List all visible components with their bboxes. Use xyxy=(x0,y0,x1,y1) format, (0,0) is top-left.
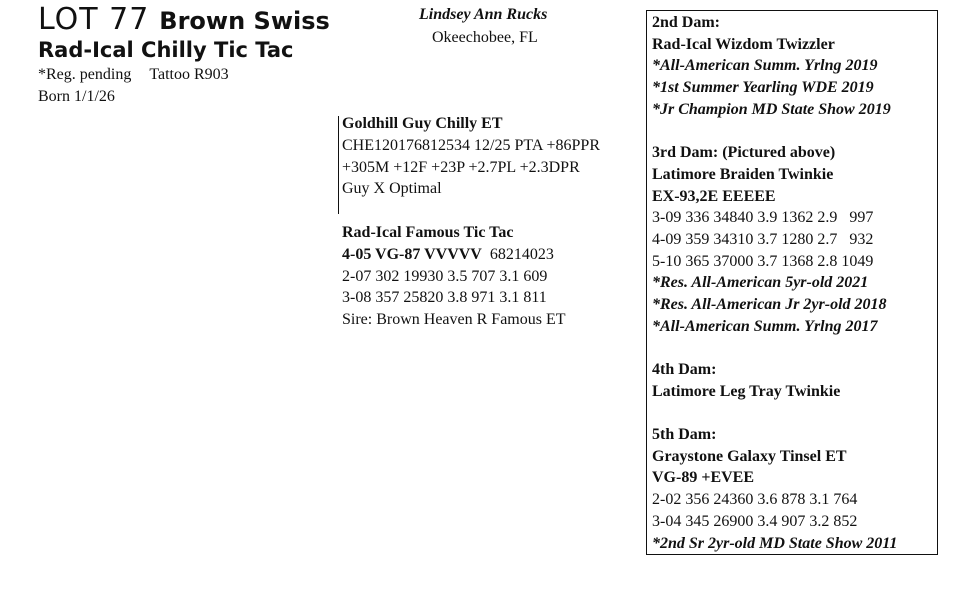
tattoo: Tattoo R903 xyxy=(149,66,229,83)
dam-record: 3-08 357 25820 3.8 971 3.1 811 xyxy=(342,289,547,307)
sire-name: Goldhill Guy Chilly ET xyxy=(342,115,503,132)
third-dam-record: 4-09 359 34310 3.7 1280 2.7 932 xyxy=(652,230,874,248)
dam-class: 4-05 VG-87 VVVVV xyxy=(342,245,482,263)
fifth-dam-honor: *2nd Sr 2yr-old MD State Show 2011 xyxy=(652,534,898,552)
registration-line xyxy=(38,64,229,86)
second-dam-heading: 2nd Dam: xyxy=(652,14,721,31)
second-dam-name: Rad-Ical Wizdom Twizzler xyxy=(652,35,835,53)
spacer xyxy=(652,120,937,142)
fourth-dam-name: Latimore Leg Tray Twinkie xyxy=(652,382,841,400)
dam-record: 2-07 302 19930 3.5 707 3.1 609 xyxy=(342,267,548,285)
dam-name: Rad-Ical Famous Tic Tac xyxy=(342,223,514,241)
dam-sire-line: Sire: Brown Heaven R Famous ET xyxy=(342,311,566,329)
dam-reg-no: 68214023 xyxy=(489,245,554,263)
third-dam-name: Latimore Braiden Twinkie xyxy=(652,165,834,183)
sire-line-2: +305M +12F +23P +2.7PL +2.3DPR xyxy=(342,158,580,176)
fifth-dam-class: VG-89 +EVEE xyxy=(652,469,755,487)
spacer xyxy=(652,337,937,359)
breeder-location: Okeechobee, FL xyxy=(432,29,538,46)
sire-line-1: CHE120176812534 12/25 PTA +86PPR xyxy=(342,136,600,154)
fourth-dam-heading: 4th Dam: xyxy=(652,361,717,378)
fifth-dam-record: 3-04 345 26900 3.4 907 3.2 852 xyxy=(652,512,858,530)
maternal-pedigree-box xyxy=(646,10,938,555)
third-dam-heading: 3rd Dam: (Pictured above) xyxy=(652,144,836,162)
sire-line-3: Guy X Optimal xyxy=(342,180,442,198)
reg-status: *Reg. pending xyxy=(38,66,132,83)
breeder-name: Lindsey Ann Rucks xyxy=(419,6,548,23)
fifth-dam-heading: 5th Dam: xyxy=(652,426,717,444)
third-dam-honor: *All-American Summ. Yrlng 2017 xyxy=(652,317,878,335)
breed-label: Brown Swiss xyxy=(159,7,330,35)
second-dam-honor: *All-American Summ. Yrlng 2019 xyxy=(652,57,878,75)
spacer xyxy=(342,200,600,222)
lot-number: LOT 77 xyxy=(38,2,150,37)
spacer xyxy=(652,402,937,424)
third-dam-record: 5-10 365 37000 3.7 1368 2.8 1049 xyxy=(652,252,874,270)
fifth-dam-name: Graystone Galaxy Tinsel ET xyxy=(652,447,847,465)
third-dam-honor: *Res. All-American 5yr-old 2021 xyxy=(652,274,869,292)
dam-class-line xyxy=(342,244,600,266)
third-dam-record: 3-09 336 34840 3.9 1362 2.9 997 xyxy=(652,209,874,227)
sire-dam-block xyxy=(342,113,600,331)
second-dam-honor: *1st Summer Yearling WDE 2019 xyxy=(652,79,874,97)
sire-divider xyxy=(338,116,339,214)
animal-name: Rad-Ical Chilly Tic Tac xyxy=(38,38,294,62)
birth-date: Born 1/1/26 xyxy=(38,88,115,105)
second-dam-honor: *Jr Champion MD State Show 2019 xyxy=(652,100,891,118)
third-dam-class: EX-93,2E EEEEE xyxy=(652,187,776,205)
lot-heading xyxy=(38,2,330,37)
third-dam-honor: *Res. All-American Jr 2yr-old 2018 xyxy=(652,295,887,313)
fifth-dam-record: 2-02 356 24360 3.6 878 3.1 764 xyxy=(652,491,858,509)
